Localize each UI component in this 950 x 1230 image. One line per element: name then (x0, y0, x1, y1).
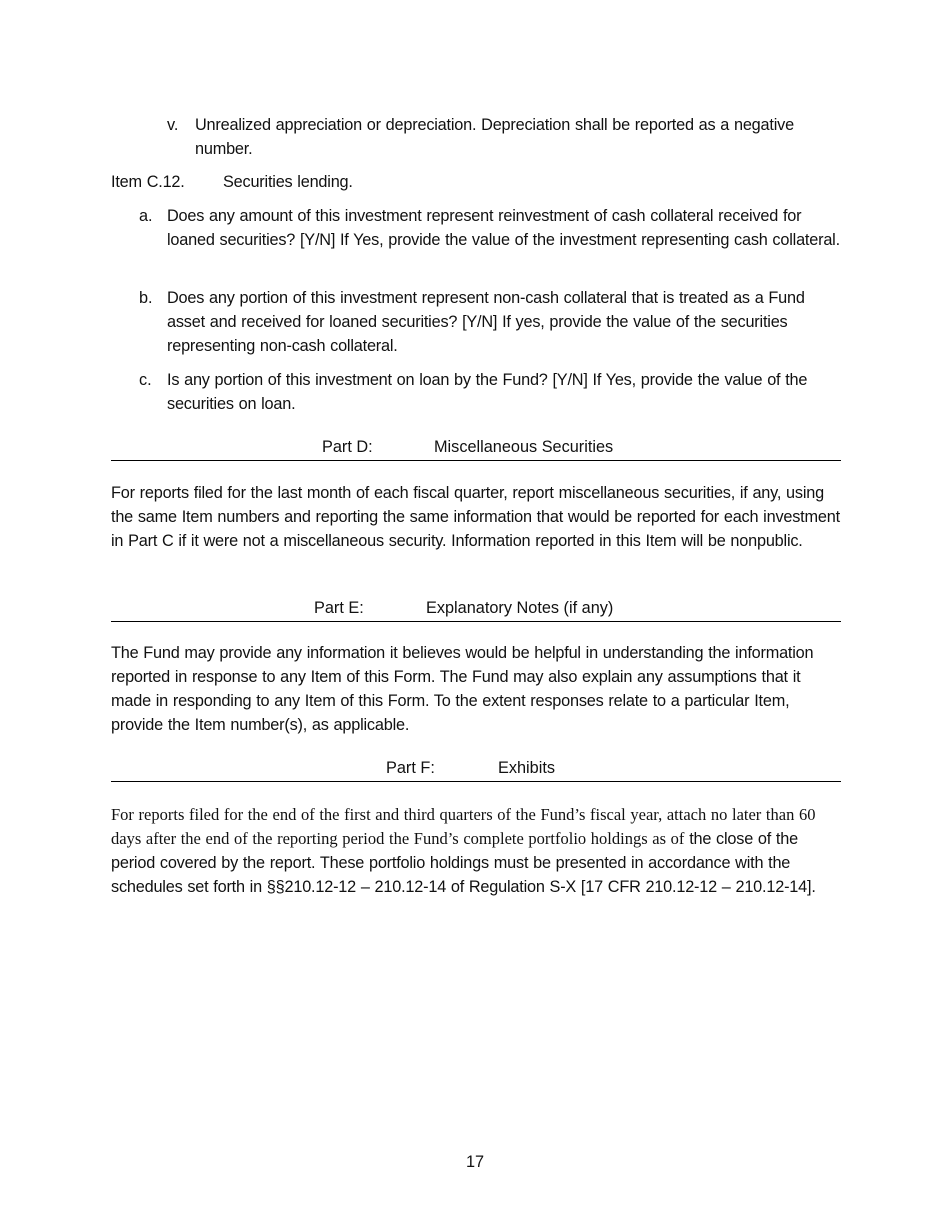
part-e-label: Part E: (314, 599, 364, 617)
part-d-body: For reports filed for the last month of each fiscal quarter, report miscellaneous securities, if any, using the same Item numbers and reporting the same information that would be reported for each investment in Part C if it were not a miscellaneous security. Information reported in this Item will be nonpublic. (111, 484, 840, 550)
part-f-heading (111, 757, 841, 779)
part-d-heading (111, 436, 841, 458)
list-marker-b: b. (139, 289, 153, 307)
item-c12-a-text: Does any amount of this investment represent reinvestment of cash collateral received for loaned securities? [Y/N] If Yes, provide the value of the investment representing cash collateral. (167, 207, 840, 249)
part-e-title: Explanatory Notes (if any) (426, 599, 614, 617)
list-marker-c: c. (139, 371, 152, 389)
part-d-divider (111, 460, 841, 461)
part-f-body (111, 803, 845, 899)
part-f-divider (111, 781, 841, 782)
part-e-body: The Fund may provide any information it believes would be helpful in understanding the information reported in response to any Item of this Form. The Fund may also explain any assumptions that it made in responding to any Item of this Form. To the extent responses relate to a particular Item, provide the Item number(s), as applicable. (111, 644, 814, 734)
item-c12-b-text: Does any portion of this investment represent non-cash collateral that is treated as a Fund asset and received for loaned securities? [Y/N] If yes, provide the value of the securities representing non-cash collateral. (167, 289, 805, 355)
list-marker-a: a. (139, 207, 153, 225)
part-f-body-sans: the close of the period covered by the report. These portfolio holdings must be presented in accordance with the schedules set forth in §§210.12-12 – 210.12-14 of Regulation S-X [17 CFR 210.12-12 – 210.12-14]. (111, 830, 816, 896)
part-f-body-serif-1: For reports filed for the end of the first and third quarters of the Fund’s fiscal year, attach no later than 60 days after the end of the reporting period (111, 805, 816, 848)
item-c11-v-text: Unrealized appreciation or depreciation. Depreciation shall be reported as a negative number. (195, 116, 794, 158)
part-f-body-serif-2: the Fund’s complete portfolio holdings as of (384, 829, 685, 848)
part-d-title: Miscellaneous Securities (434, 438, 614, 456)
item-c12-label: Item C.12. (111, 173, 185, 191)
page-number: 17 (465, 1153, 485, 1171)
part-d-label: Part D: (322, 438, 373, 456)
part-e-divider (111, 621, 841, 622)
part-f-label: Part F: (386, 759, 435, 777)
item-c12-title: Securities lending. (223, 173, 353, 191)
item-c12-c-text: Is any portion of this investment on loan by the Fund? [Y/N] If Yes, provide the value of the securities on loan. (167, 371, 808, 413)
part-e-heading (111, 597, 841, 619)
part-f-title: Exhibits (498, 759, 556, 777)
list-marker-v: v. (167, 116, 179, 134)
